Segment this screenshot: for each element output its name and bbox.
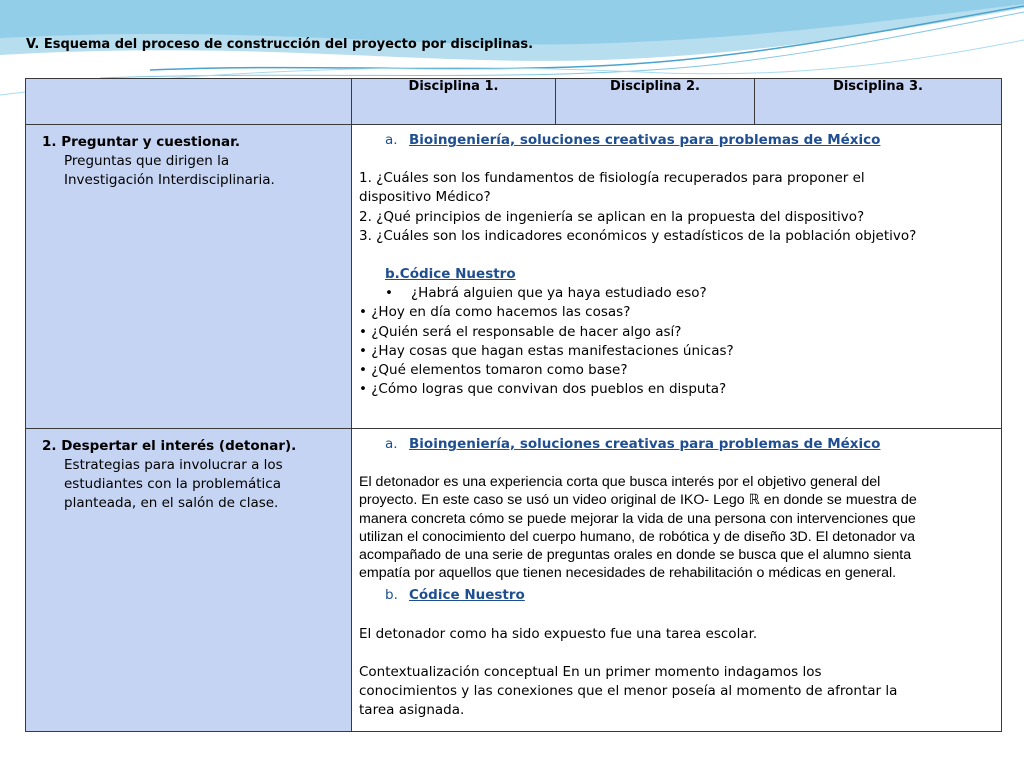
question-line: dispositivo Médico?	[359, 189, 491, 206]
table-row	[26, 125, 1002, 429]
header-discipline-1: Disciplina 1.	[352, 79, 556, 125]
paragraph-line: proyecto. En este caso se usó un video original de IKO- Lego ℝ en donde se muestra de	[359, 492, 917, 509]
disciplines-table	[25, 78, 1002, 732]
step-description-line: Investigación Interdisciplinaria.	[64, 172, 275, 188]
bullet-line: • ¿Hoy en día como hacemos las cosas?	[359, 304, 631, 321]
question-line: 1. ¿Cuáles son los fundamentos de fisiología recuperados para proponer el	[359, 170, 865, 187]
codice-nuestro-link[interactable]: Códice Nuestro	[409, 587, 525, 604]
header-row	[26, 79, 1002, 125]
paragraph-line: conocimientos y las conexiones que el menor poseía al momento de afrontar la	[359, 683, 898, 700]
paragraph-line: El detonador como ha sido expuesto fue una tarea escolar.	[359, 625, 758, 642]
discipline-content-cell	[352, 429, 1002, 732]
paragraph-line: acompañado de una serie de preguntas orales en donde se busca que el alumno sienta	[359, 547, 912, 564]
bullet-line: • ¿Cómo logras que convivan dos pueblos en disputa?	[359, 381, 727, 398]
list-letter: a.	[385, 132, 398, 148]
question-line: 2. ¿Qué principios de ingeniería se aplican en la propuesta del dispositivo?	[359, 208, 865, 225]
paragraph-line: Contextualización conceptual En un primer momento indagamos los	[359, 663, 822, 680]
bullet-line: • ¿Quién será el responsable de hacer algo así?	[359, 323, 682, 340]
paragraph-line: empatía por aquellos que tienen necesidades de rehabilitación o médicas en general.	[359, 565, 897, 582]
bioingenieria-link[interactable]: Bioingeniería, soluciones creativas para problemas de México	[409, 436, 881, 452]
paragraph-line: manera concreta cómo se puede mejorar la vida de una persona con intervenciones que	[359, 510, 916, 527]
header-discipline-2: Disciplina 2.	[556, 79, 755, 125]
bullet-line: • ¿Hay cosas que hagan estas manifestaciones únicas?	[359, 342, 734, 359]
step-cell	[26, 125, 352, 429]
discipline-content-cell	[352, 125, 1002, 429]
detonador-paragraph	[359, 473, 993, 582]
step-heading: 1. Preguntar y cuestionar.	[42, 134, 240, 150]
step-description-line: Preguntas que dirigen la	[64, 153, 230, 169]
question-line: ¿Habrá alguien que ya haya estudiado eso?	[411, 285, 707, 302]
page-title: V. Esquema del proceso de construcción del proyecto por disciplinas.	[26, 37, 534, 52]
step-description-line: estudiantes con la problemática	[64, 476, 281, 492]
step-description-line: planteada, en el salón de clase.	[64, 495, 279, 511]
paragraph-line: El detonador es una experiencia corta que busca interés por el objetivo general del	[359, 474, 881, 491]
list-letter: b.	[385, 587, 398, 604]
step-description-line: Estrategias para involucrar a los	[64, 457, 283, 473]
paragraph-line: utilizan el conocimiento del cuerpo humano, de robótica y de diseño 3D. El detonador va	[359, 528, 916, 545]
bullet-icon: •	[385, 285, 393, 302]
codice-nuestro-link[interactable]: b.Códice Nuestro	[385, 266, 516, 283]
bullet-line: • ¿Qué elementos tomaron como base?	[359, 362, 628, 379]
bioingenieria-link[interactable]: Bioingeniería, soluciones creativas para problemas de México	[409, 132, 881, 148]
step-cell	[26, 429, 352, 732]
header-empty-cell	[26, 79, 352, 125]
header-discipline-3: Disciplina 3.	[755, 79, 1002, 125]
list-letter: a.	[385, 436, 398, 452]
question-line: 3. ¿Cuáles son los indicadores económicos y estadísticos de la población objetivo?	[359, 227, 917, 244]
table-row	[26, 429, 1002, 732]
paragraph-line: tarea asignada.	[359, 702, 465, 719]
step-heading: 2. Despertar el interés (detonar).	[42, 438, 297, 454]
